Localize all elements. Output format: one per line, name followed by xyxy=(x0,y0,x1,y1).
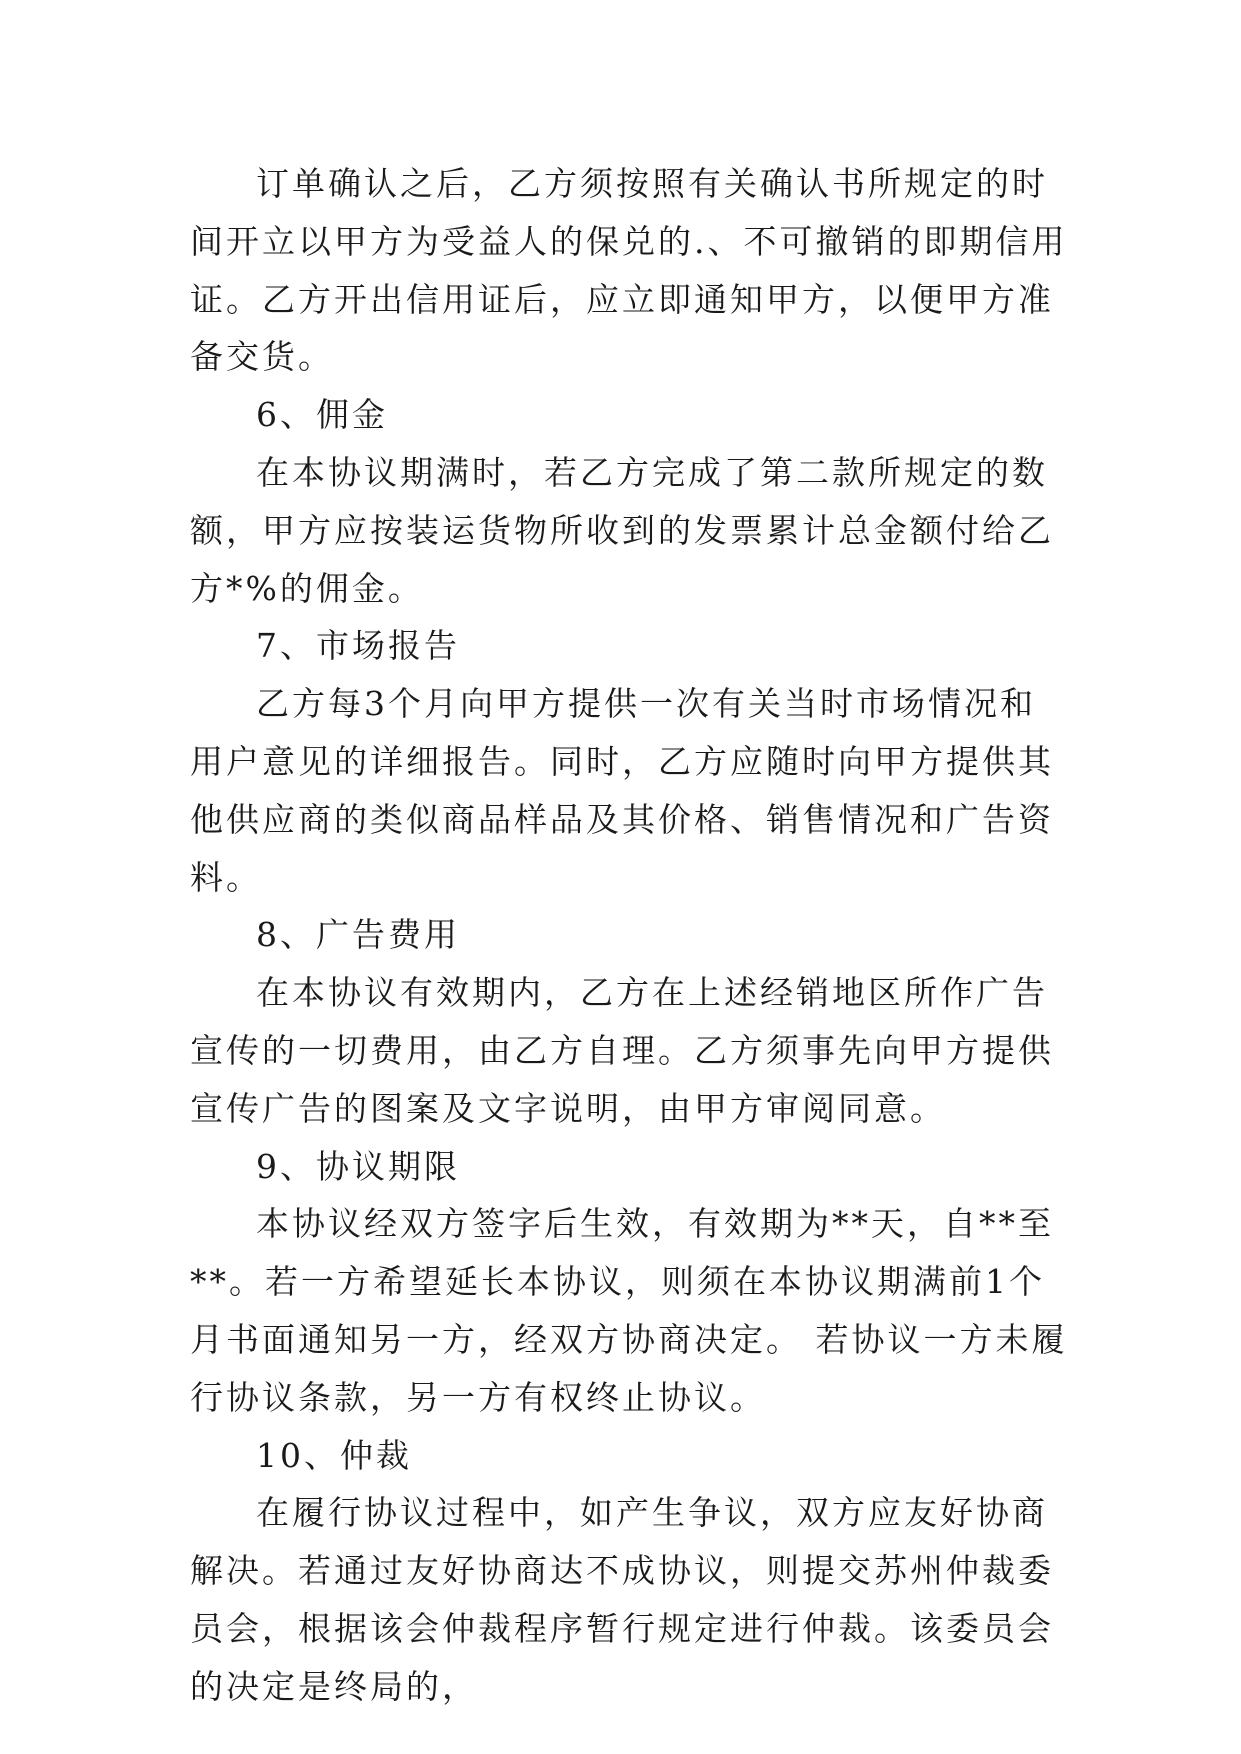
section-heading-commission: 6、佣金 xyxy=(256,395,388,435)
section-heading-agreement-term: 9、协议期限 xyxy=(256,1146,460,1186)
paragraph-agreement-term: 本协议经双方签字后生效，有效期为**天，自**至**。若一方希望延长本协议，则须在本协议期满前1个月书面通知另一方，经双方协商决定。 若协议一方未履行协议条款，另一方有权终止协议。 xyxy=(190,1204,1068,1417)
paragraph-market-report: 乙方每3个月向甲方提供一次有关当时市场情况和用户意见的详细报告。同时，乙方应随时向甲方提供其他供应商的类似商品样品及其价格、销售情况和广告资料。 xyxy=(190,684,1054,897)
paragraph-arbitration: 在履行协议过程中，如产生争议，双方应友好协商解决。若通过友好协商达不成协议，则提交苏州仲裁委员会，根据该会仲裁程序暂行规定进行仲裁。该委员会的决定是终局的， xyxy=(190,1493,1054,1706)
paragraph-commission: 在本协议期满时，若乙方完成了第二款所规定的数额，甲方应按装运货物所收到的发票累计总金额付给乙方*%的佣金。 xyxy=(190,452,1054,608)
section-heading-arbitration: 10、仲裁 xyxy=(256,1435,412,1475)
document-body xyxy=(190,155,1070,1716)
paragraph-advertising-costs: 在本协议有效期内，乙方在上述经销地区所作广告宣传的一切费用，由乙方自理。乙方须事先向甲方提供宣传广告的图案及文字说明，由甲方审阅同意。 xyxy=(190,973,1054,1128)
paragraph-order-confirmation: 订单确认之后，乙方须按照有关确认书所规定的时间开立以甲方为受益人的保兑的.、不可撤销的即期信用证。乙方开出信用证后，应立即通知甲方，以便甲方准备交货。 xyxy=(190,164,1068,377)
section-heading-advertising-costs: 8、广告费用 xyxy=(256,915,460,955)
section-heading-market-report: 7、市场报告 xyxy=(256,626,460,666)
